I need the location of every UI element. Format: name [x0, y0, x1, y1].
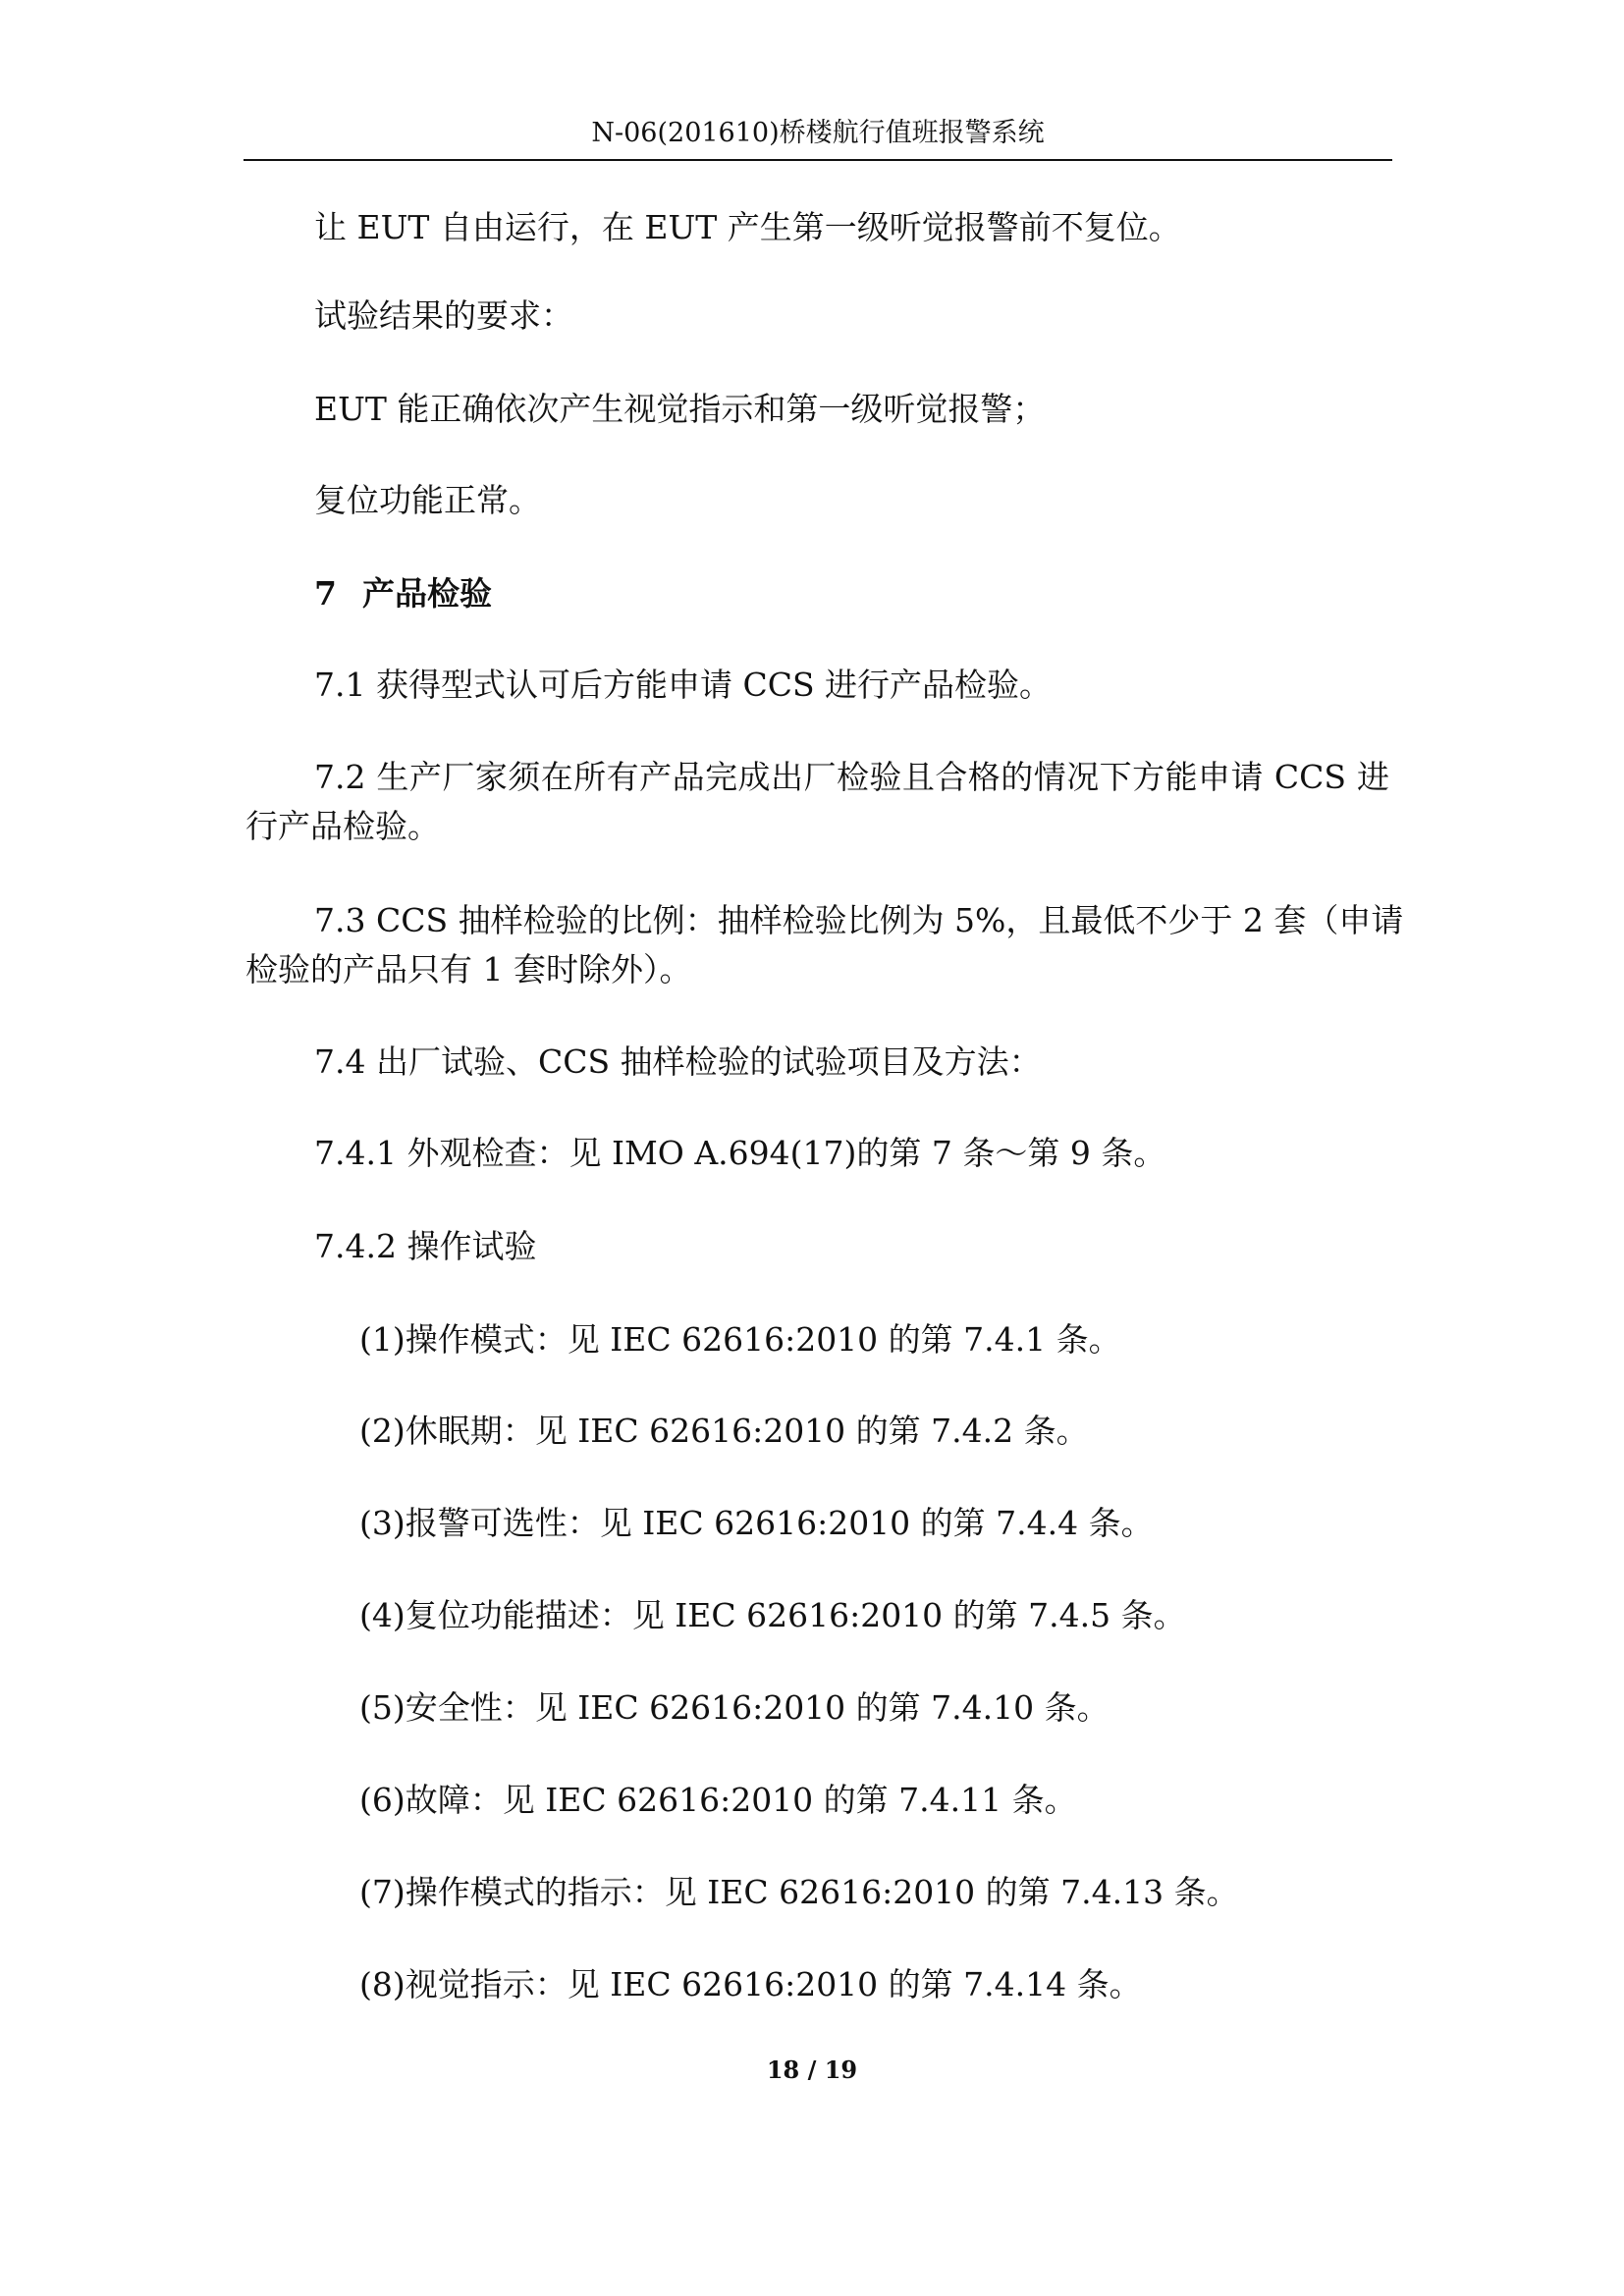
- page-header: [244, 110, 1392, 161]
- paragraph-test-requirements: 试验结果的要求：: [314, 296, 573, 335]
- section-number: 7: [314, 574, 337, 613]
- clause-7-1: 7.1 获得型式认可后方能申请 CCS 进行产品检验。: [314, 666, 1053, 704]
- list-item: (4)复位功能描述：见 IEC 62616:2010 的第 7.4.5 条。: [359, 1596, 1186, 1634]
- clause-7-2-line1: 7.2 生产厂家须在所有产品完成出厂检验且合格的情况下方能申请 CCS 进: [314, 758, 1389, 796]
- section-heading-7: [314, 574, 492, 614]
- clause-7-2-line2: 行产品检验。: [245, 807, 440, 845]
- list-item: (1)操作模式：见 IEC 62616:2010 的第 7.4.1 条。: [359, 1320, 1121, 1359]
- clause-7-3-line2: 检验的产品只有 1 套时除外）。: [245, 950, 692, 988]
- clause-7-4-2: 7.4.2 操作试验: [314, 1227, 537, 1265]
- clause-7-4: 7.4 出厂试验、CCS 抽样检验的试验项目及方法：: [314, 1042, 1042, 1081]
- page-number: 18 / 19: [766, 2056, 858, 2084]
- paragraph-eut-indication: EUT 能正确依次产生视觉指示和第一级听觉报警；: [314, 390, 1046, 428]
- paragraph-eut-run: 让 EUT 自由运行，在 EUT 产生第一级听觉报警前不复位。: [314, 208, 1181, 246]
- clause-7-4-1: 7.4.1 外观检查：见 IMO A.694(17)的第 7 条～第 9 条。: [314, 1134, 1166, 1172]
- list-item: (5)安全性：见 IEC 62616:2010 的第 7.4.10 条。: [359, 1688, 1110, 1727]
- list-item: (7)操作模式的指示：见 IEC 62616:2010 的第 7.4.13 条。: [359, 1873, 1239, 1911]
- section-title: 产品检验: [361, 574, 492, 613]
- list-item: (2)休眠期：见 IEC 62616:2010 的第 7.4.2 条。: [359, 1412, 1089, 1450]
- list-item: (3)报警可选性：见 IEC 62616:2010 的第 7.4.4 条。: [359, 1504, 1154, 1542]
- list-item: (6)故障：见 IEC 62616:2010 的第 7.4.11 条。: [359, 1781, 1077, 1819]
- list-item: (8)视觉指示：见 IEC 62616:2010 的第 7.4.14 条。: [359, 1965, 1142, 2003]
- header-title: N-06(201610)桥楼航行值班报警系统: [591, 118, 1045, 148]
- paragraph-reset-function: 复位功能正常。: [314, 481, 541, 519]
- clause-7-3-line1: 7.3 CCS 抽样检验的比例：抽样检验比例为 5%，且最低不少于 2 套（申请: [314, 901, 1404, 939]
